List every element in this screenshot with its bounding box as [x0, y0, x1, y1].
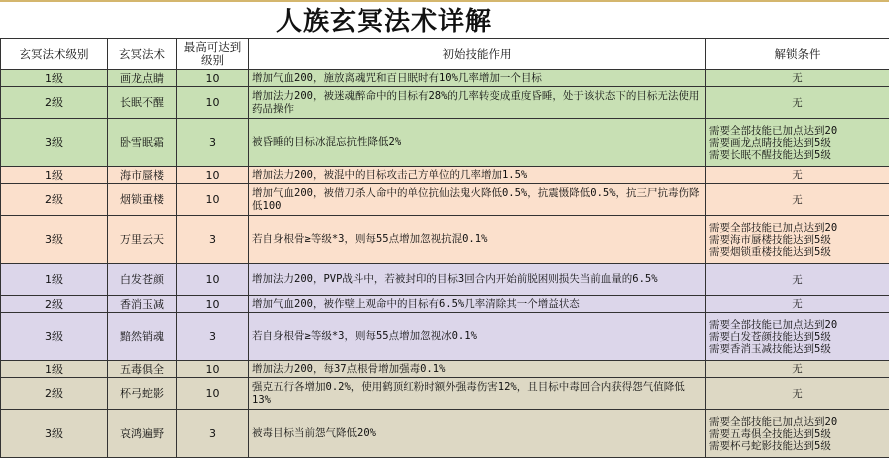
cell-max-level: 10: [177, 296, 249, 313]
cell-max-level: 10: [177, 378, 249, 410]
table-row: [1, 184, 889, 216]
unlock-line: 需要画龙点睛技能达到5级: [709, 137, 886, 149]
unlock-line: 无: [709, 72, 886, 84]
cell-level: 3级: [1, 313, 108, 361]
page-title: 人族玄冥法术详解: [276, 1, 492, 38]
unlock-line: 需要杯弓蛇影技能达到5级: [709, 440, 886, 452]
cell-name: 五毒俱全: [108, 361, 177, 378]
cell-name: 杯弓蛇影: [108, 378, 177, 410]
unlock-line: 需要海市蜃楼技能达到5级: [709, 234, 886, 246]
cell-effect: 强克五行各增加0.2%，使用鹤顶红粉时额外强毒伤害12%，且目标中毒回合内获得怨气值降低13%: [249, 378, 706, 410]
table-row: [1, 216, 889, 264]
cell-unlock: [706, 264, 889, 296]
header-max-level: 最高可达到级别: [177, 39, 249, 70]
cell-effect: 增加气血200，施放离魂咒和百日眠时有10%几率增加一个目标: [249, 70, 706, 87]
unlock-line: 需要长眠不醒技能达到5级: [709, 149, 886, 161]
header-row: [1, 39, 889, 70]
cell-unlock: [706, 410, 889, 458]
cell-level: 3级: [1, 410, 108, 458]
cell-effect: 被昏睡的目标冰混忘抗性降低2%: [249, 119, 706, 167]
table-row: [1, 296, 889, 313]
cell-effect: 增加法力200，被迷魂醉命中的目标有28%的几率转变成重度昏睡，处于该状态下的目标无法使用药品操作: [249, 87, 706, 119]
table-row: [1, 167, 889, 184]
unlock-line: 需要烟锁重楼技能达到5级: [709, 246, 886, 258]
unlock-line: 需要全部技能已加点达到20: [709, 222, 886, 234]
cell-level: 2级: [1, 184, 108, 216]
table-row: [1, 119, 889, 167]
table-row: [1, 361, 889, 378]
unlock-line: 需要香消玉减技能达到5级: [709, 343, 886, 355]
cell-max-level: 3: [177, 313, 249, 361]
cell-level: 3级: [1, 119, 108, 167]
cell-effect: 增加法力200，每37点根骨增加强毒0.1%: [249, 361, 706, 378]
cell-name: 白发苍颜: [108, 264, 177, 296]
cell-effect: 被毒目标当前怨气降低20%: [249, 410, 706, 458]
cell-name: 长眠不醒: [108, 87, 177, 119]
cell-name: 万里云天: [108, 216, 177, 264]
unlock-line: 无: [709, 388, 886, 400]
table-row: [1, 87, 889, 119]
cell-max-level: 3: [177, 216, 249, 264]
cell-name: 哀鸿遍野: [108, 410, 177, 458]
unlock-line: 无: [709, 363, 886, 375]
cell-effect: 若自身根骨≥等级*3，则每55点增加忽视冰0.1%: [249, 313, 706, 361]
cell-unlock: [706, 216, 889, 264]
cell-unlock: [706, 296, 889, 313]
header-level: 玄冥法术级别: [1, 39, 108, 70]
cell-effect: 增加法力200，被混中的目标攻击己方单位的几率增加1.5%: [249, 167, 706, 184]
cell-effect: 增加气血200，被作壁上观命中的目标有6.5%几率清除其一个增益状态: [249, 296, 706, 313]
cell-unlock: [706, 378, 889, 410]
cell-level: 2级: [1, 87, 108, 119]
cell-max-level: 10: [177, 87, 249, 119]
cell-name: 画龙点睛: [108, 70, 177, 87]
cell-effect: 增加气血200，被借刀杀人命中的单位抗仙法鬼火降低0.5%，抗震慑降低0.5%，抗三尸抗毒伤降低100: [249, 184, 706, 216]
unlock-line: 需要五毒俱全技能达到5级: [709, 428, 886, 440]
unlock-line: 需要全部技能已加点达到20: [709, 125, 886, 137]
cell-unlock: [706, 70, 889, 87]
cell-unlock: [706, 184, 889, 216]
header-effect: 初始技能作用: [249, 39, 706, 70]
table-row: [1, 410, 889, 458]
cell-unlock: [706, 119, 889, 167]
table-row: [1, 70, 889, 87]
cell-max-level: 10: [177, 184, 249, 216]
cell-level: 3级: [1, 216, 108, 264]
unlock-line: 无: [709, 194, 886, 206]
top-rule: [0, 0, 889, 2]
unlock-line: 需要全部技能已加点达到20: [709, 319, 886, 331]
cell-unlock: [706, 361, 889, 378]
header-name: 玄冥法术: [108, 39, 177, 70]
cell-max-level: 3: [177, 119, 249, 167]
cell-unlock: [706, 313, 889, 361]
cell-effect: 增加法力200，PVP战斗中，若被封印的目标3回合内开始前脱困则损失当前血量的6.5%: [249, 264, 706, 296]
title-bar: [0, 0, 889, 38]
unlock-line: 需要全部技能已加点达到20: [709, 416, 886, 428]
table-row: [1, 264, 889, 296]
cell-name: 卧雪眠霜: [108, 119, 177, 167]
spell-table: [0, 38, 889, 458]
cell-name: 黯然销魂: [108, 313, 177, 361]
cell-level: 2级: [1, 296, 108, 313]
cell-level: 1级: [1, 167, 108, 184]
cell-max-level: 10: [177, 361, 249, 378]
table-row: [1, 378, 889, 410]
unlock-line: 需要白发苍颜技能达到5级: [709, 331, 886, 343]
cell-max-level: 10: [177, 264, 249, 296]
cell-unlock: [706, 167, 889, 184]
unlock-line: 无: [709, 97, 886, 109]
cell-level: 1级: [1, 361, 108, 378]
cell-unlock: [706, 87, 889, 119]
cell-level: 2级: [1, 378, 108, 410]
cell-max-level: 3: [177, 410, 249, 458]
cell-level: 1级: [1, 70, 108, 87]
cell-name: 海市蜃楼: [108, 167, 177, 184]
unlock-line: 无: [709, 169, 886, 181]
cell-name: 烟锁重楼: [108, 184, 177, 216]
unlock-line: 无: [709, 274, 886, 286]
cell-level: 1级: [1, 264, 108, 296]
table-row: [1, 313, 889, 361]
table-body: [1, 70, 889, 458]
cell-name: 香消玉减: [108, 296, 177, 313]
cell-max-level: 10: [177, 167, 249, 184]
cell-effect: 若自身根骨≥等级*3，则每55点增加忽视抗混0.1%: [249, 216, 706, 264]
cell-max-level: 10: [177, 70, 249, 87]
header-unlock: 解锁条件: [706, 39, 889, 70]
unlock-line: 无: [709, 298, 886, 310]
